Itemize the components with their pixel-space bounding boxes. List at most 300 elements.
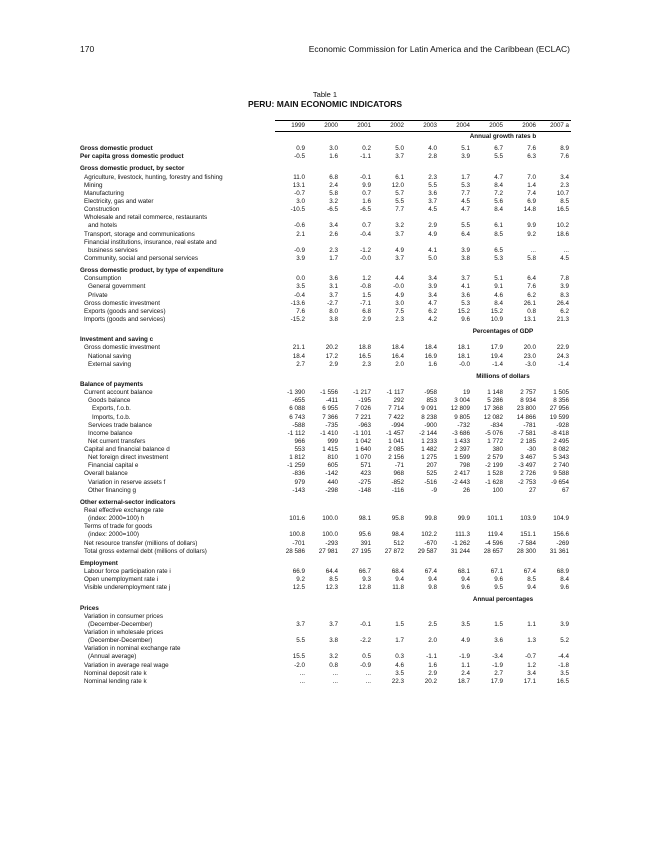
- table-cell: 1.6: [329, 153, 338, 161]
- table-row: [80, 653, 571, 661]
- row-label: Goods balance: [88, 397, 131, 405]
- table-row: [80, 584, 571, 592]
- table-cell: 9.4: [428, 576, 437, 584]
- table-cell: 6.5: [494, 246, 503, 254]
- row-label: Construction: [84, 206, 120, 214]
- row-label: Capital and financial balance d: [84, 446, 170, 454]
- table-cell: 1 772: [487, 437, 503, 445]
- table-cell: 3.4: [527, 669, 536, 677]
- table-cell: -7 581: [518, 429, 536, 437]
- table-cell: 7.4: [527, 189, 536, 197]
- table-cell: 8.5: [329, 576, 338, 584]
- table-cell: 3.8: [329, 637, 338, 645]
- table-cell: -2 199: [485, 462, 503, 470]
- table-cell: 4.6: [494, 291, 503, 299]
- table-cell: 5.0: [395, 145, 404, 153]
- table-cell: 3.2: [395, 222, 404, 230]
- table-cell: -1.9: [459, 653, 470, 661]
- table-cell: -1.9: [492, 661, 503, 669]
- table-cell: 3.8: [329, 315, 338, 323]
- table-cell: -1 101: [353, 429, 371, 437]
- table-cell: 3.0: [296, 197, 305, 205]
- year-header: 2007 a: [550, 122, 569, 129]
- table-cell: 3.5: [395, 669, 404, 677]
- row-label: Current account balance: [84, 389, 153, 397]
- row-label: Employment: [80, 559, 118, 567]
- table-cell: 2 397: [454, 446, 470, 454]
- table-cell: 95.6: [358, 531, 371, 539]
- table-cell: 67.4: [424, 568, 437, 576]
- table-cell: 1 041: [388, 437, 404, 445]
- table-cell: -1.4: [492, 360, 503, 368]
- table-cell: 7 422: [388, 413, 404, 421]
- table-cell: 553: [294, 446, 305, 454]
- table-cell: 1 599: [454, 454, 470, 462]
- table-cell: -0.0: [393, 283, 404, 291]
- table-row: [80, 239, 571, 247]
- unit-row: [80, 328, 571, 336]
- table-cell: 4.7: [428, 299, 437, 307]
- table-cell: ...: [563, 246, 569, 254]
- table-cell: 16.5: [556, 677, 569, 685]
- row-label: Mining: [84, 181, 103, 189]
- table-cell: -7.1: [360, 299, 371, 307]
- table-cell: -5 076: [485, 429, 503, 437]
- section-row: [80, 336, 571, 344]
- table-cell: 11.8: [392, 584, 404, 592]
- table-cell: -9: [431, 486, 437, 494]
- table-cell: 6.9: [527, 197, 536, 205]
- row-label: (December-December): [88, 620, 153, 628]
- section-row: [80, 153, 571, 161]
- table-cell: 4.7: [494, 173, 503, 181]
- table-row: [80, 613, 571, 621]
- row-label: Nominal deposit rate k: [84, 669, 147, 677]
- table-cell: -2.7: [327, 299, 338, 307]
- table-cell: 5.0: [428, 254, 437, 262]
- table-cell: 67.4: [523, 568, 536, 576]
- table-row: [80, 523, 571, 531]
- unit-label: Percentages of GDP: [472, 328, 534, 336]
- row-label: Overall balance: [84, 470, 128, 478]
- table-cell: 9.5: [494, 584, 503, 592]
- page-number: 170: [80, 44, 95, 54]
- table-cell: 31 244: [450, 547, 470, 555]
- table-cell: -293: [325, 539, 338, 547]
- table-cell: 3.1: [329, 283, 338, 291]
- table-cell: 5.1: [461, 145, 470, 153]
- table-cell: 3.2: [329, 653, 338, 661]
- table-cell: 99.8: [424, 515, 437, 523]
- table-cell: 3.7: [395, 254, 404, 262]
- table-row: [80, 344, 571, 352]
- table-cell: 68.9: [556, 568, 569, 576]
- table-cell: -9 654: [551, 478, 569, 486]
- table-cell: 12.0: [391, 181, 404, 189]
- table-cell: 156.6: [553, 531, 569, 539]
- table-cell: 24.3: [556, 352, 569, 360]
- table-row: [80, 576, 571, 584]
- row-label: Income balance: [88, 429, 133, 437]
- table-cell: 17.2: [325, 352, 338, 360]
- table-cell: 8 082: [553, 446, 569, 454]
- row-label: Variation in nominal exchange rate: [84, 645, 181, 653]
- table-cell: 9.4: [461, 576, 470, 584]
- table-cell: 10.2: [556, 222, 569, 230]
- table-cell: -71: [394, 462, 404, 470]
- table-row: [80, 568, 571, 576]
- table-cell: -1 390: [287, 389, 305, 397]
- year-header: 2002: [390, 122, 404, 129]
- table-cell: 3.6: [428, 189, 437, 197]
- row-label: Consumption: [84, 275, 122, 283]
- table-cell: 3.4: [428, 291, 437, 299]
- table-cell: 13.1: [292, 181, 305, 189]
- table-cell: -0.6: [294, 222, 305, 230]
- table-cell: 7.6: [527, 283, 536, 291]
- row-label: Net current transfers: [88, 437, 146, 445]
- table-cell: 7.5: [395, 307, 404, 315]
- table-row: [80, 397, 571, 405]
- table-cell: 9.2: [296, 576, 305, 584]
- table-cell: -15.2: [290, 315, 305, 323]
- table-cell: -781: [523, 421, 536, 429]
- table-cell: 2.3: [428, 173, 437, 181]
- table-cell: 3.7: [395, 153, 404, 161]
- table-cell: 8 934: [520, 397, 536, 405]
- table-cell: -994: [391, 421, 404, 429]
- table-cell: 102.2: [421, 531, 437, 539]
- row-label: Variation in wholesale prices: [84, 629, 164, 637]
- table-cell: 3.7: [461, 275, 470, 283]
- table-row: [80, 645, 571, 653]
- table-cell: 2 156: [388, 454, 404, 462]
- table-cell: 2 757: [520, 389, 536, 397]
- table-cell: 2 579: [487, 454, 503, 462]
- table-cell: 28 586: [285, 547, 305, 555]
- table-cell: 27 195: [351, 547, 371, 555]
- row-label: Visible underemployment rate j: [84, 584, 171, 592]
- table-cell: 4.5: [428, 206, 437, 214]
- table-cell: -1 262: [452, 539, 470, 547]
- table-cell: -836: [292, 470, 305, 478]
- unit-row: [80, 596, 571, 604]
- table-cell: 23 800: [516, 405, 536, 413]
- table-cell: 4.9: [461, 637, 470, 645]
- table-cell: 18.6: [556, 230, 569, 238]
- row-label: Net foreign direct investment: [88, 454, 169, 462]
- table-cell: 5 343: [553, 454, 569, 462]
- table-cell: 5.3: [461, 299, 470, 307]
- table-cell: 6.7: [494, 145, 503, 153]
- table-cell: 9.8: [428, 584, 437, 592]
- section-row: [80, 605, 571, 613]
- table-cell: 0.5: [362, 653, 371, 661]
- table-cell: 3 004: [454, 397, 470, 405]
- unit-label: Annual percentages: [472, 596, 534, 604]
- table-cell: 1.2: [527, 661, 536, 669]
- section-row: [80, 381, 571, 389]
- row-label: Nominal lending rate k: [84, 677, 147, 685]
- table-cell: 4.2: [428, 315, 437, 323]
- table-cell: 28 300: [516, 547, 536, 555]
- table-cell: 5.5: [428, 181, 437, 189]
- table-cell: ...: [299, 669, 305, 677]
- table-cell: 2.1: [296, 230, 305, 238]
- table-cell: 3.7: [329, 620, 338, 628]
- table-cell: 9 091: [421, 405, 437, 413]
- row-label: Services trade balance: [88, 421, 153, 429]
- table-row: [80, 275, 571, 283]
- table-cell: -701: [292, 539, 305, 547]
- table-cell: 4.4: [395, 275, 404, 283]
- table-cell: 7 366: [322, 413, 338, 421]
- table-cell: 9.6: [494, 576, 503, 584]
- table-cell: 207: [426, 462, 437, 470]
- row-label: Open unemployment rate i: [84, 576, 159, 584]
- table-cell: 10.9: [490, 315, 503, 323]
- table-cell: 5 286: [487, 397, 503, 405]
- table-cell: 1 812: [289, 454, 305, 462]
- table-row: [80, 470, 571, 478]
- table-cell: 3.6: [494, 637, 503, 645]
- table-cell: 9 805: [454, 413, 470, 421]
- table-cell: -3 497: [518, 462, 536, 470]
- unit-label: Millions of dollars: [476, 372, 530, 380]
- table-cell: 1.6: [428, 360, 437, 368]
- table-cell: -0.4: [360, 230, 371, 238]
- row-label: Electricity, gas and water: [84, 197, 154, 205]
- row-label: Agriculture, livestock, hunting, forestry and fishing: [84, 173, 223, 181]
- table-cell: 3.0: [395, 299, 404, 307]
- table-cell: 1.5: [395, 620, 404, 628]
- year-header: 2005: [489, 122, 503, 129]
- table-cell: 4.0: [428, 145, 437, 153]
- table-row: [80, 446, 571, 454]
- row-label: (index: 2000=100) h: [88, 515, 145, 523]
- table-cell: -3.4: [492, 653, 503, 661]
- table-cell: 3.4: [428, 275, 437, 283]
- row-label: Variation in consumer prices: [84, 612, 163, 620]
- table-cell: 21.1: [292, 344, 305, 352]
- table-cell: -0.4: [294, 291, 305, 299]
- table-cell: -2.0: [294, 661, 305, 669]
- table-cell: 12.3: [325, 584, 338, 592]
- table-cell: 4.9: [395, 291, 404, 299]
- table-cell: -6.5: [327, 206, 338, 214]
- unit-row: [80, 373, 571, 381]
- table-cell: ...: [365, 669, 371, 677]
- table-cell: 22.9: [556, 344, 569, 352]
- table-cell: -735: [325, 421, 338, 429]
- table-cell: 571: [360, 462, 371, 470]
- table-cell: -732: [457, 421, 470, 429]
- table-cell: 5.5: [461, 222, 470, 230]
- table-cell: 3.0: [329, 145, 338, 153]
- table-cell: 966: [294, 437, 305, 445]
- table-cell: 6.8: [362, 307, 371, 315]
- table-cell: 440: [327, 478, 338, 486]
- table-cell: -1.8: [558, 661, 569, 669]
- table-cell: 423: [360, 470, 371, 478]
- row-label: business services: [88, 246, 138, 254]
- row-label: Gross domestic product, by sector: [80, 165, 185, 173]
- table-cell: 20.0: [523, 344, 536, 352]
- table-cell: -0.1: [360, 173, 371, 181]
- table-cell: 6.4: [527, 275, 536, 283]
- table-cell: 7.6: [296, 307, 305, 315]
- table-cell: 3.5: [296, 283, 305, 291]
- table-cell: 98.4: [391, 531, 404, 539]
- table-cell: 7 221: [355, 413, 371, 421]
- table-row: [80, 454, 571, 462]
- table-cell: 3.6: [329, 275, 338, 283]
- table-cell: 8.9: [560, 145, 569, 153]
- table-cell: 3.7: [428, 197, 437, 205]
- table-row: [80, 206, 571, 214]
- table-cell: 151.1: [520, 531, 536, 539]
- table-row: [80, 637, 571, 645]
- table-cell: 5.8: [527, 254, 536, 262]
- table-cell: 1.7: [329, 254, 338, 262]
- row-label: (index: 2000=100): [88, 531, 139, 539]
- table-cell: -655: [292, 397, 305, 405]
- table-cell: 0.7: [362, 222, 371, 230]
- table-cell: 18.4: [424, 344, 437, 352]
- row-label: Gross domestic investment: [84, 344, 160, 352]
- table-cell: -900: [424, 421, 437, 429]
- table-cell: 7.6: [560, 153, 569, 161]
- table-cell: 28 657: [483, 547, 503, 555]
- table-cell: 4.5: [461, 197, 470, 205]
- table-row: [80, 292, 571, 300]
- table-row: [80, 670, 571, 678]
- table-cell: 67.1: [490, 568, 503, 576]
- table-cell: 2.4: [461, 669, 470, 677]
- table-cell: 15.5: [292, 653, 305, 661]
- table-cell: 16.4: [391, 352, 404, 360]
- table-cell: 380: [492, 446, 503, 454]
- table-cell: 13.1: [523, 315, 536, 323]
- table-cell: 5.6: [494, 197, 503, 205]
- table-cell: 1 415: [322, 446, 338, 454]
- table-cell: 0.7: [362, 189, 371, 197]
- table-cell: 12.5: [292, 584, 305, 592]
- table-cell: 3.9: [461, 153, 470, 161]
- table-cell: 100: [492, 486, 503, 494]
- table-cell: 810: [327, 454, 338, 462]
- table-row: [80, 231, 571, 239]
- row-label: Other financing g: [88, 486, 136, 494]
- table-cell: 20.2: [325, 344, 338, 352]
- table-cell: -588: [292, 421, 305, 429]
- table-row: [80, 300, 571, 308]
- year-header: 2000: [324, 122, 338, 129]
- table-cell: 14 866: [516, 413, 536, 421]
- table-cell: -1 628: [485, 478, 503, 486]
- publication-title: Economic Commission for Latin America and the Caribbean (ECLAC): [308, 44, 570, 54]
- table-cell: 2.6: [329, 230, 338, 238]
- table-cell: 3.9: [296, 254, 305, 262]
- table-cell: 2.4: [329, 181, 338, 189]
- table-cell: 5.7: [395, 189, 404, 197]
- row-label: Financial capital e: [88, 462, 139, 470]
- table-cell: 8.5: [494, 230, 503, 238]
- table-cell: 66.9: [292, 568, 305, 576]
- table-cell: -0.1: [360, 620, 371, 628]
- row-label: Exports, f.o.b.: [92, 405, 131, 413]
- table-cell: 292: [393, 397, 404, 405]
- table-cell: 19.4: [490, 352, 503, 360]
- table-cell: 1.6: [428, 661, 437, 669]
- table-cell: 2.3: [362, 360, 371, 368]
- table-row: [80, 308, 571, 316]
- table-cell: 8.0: [329, 307, 338, 315]
- table-cell: 3.9: [560, 620, 569, 628]
- table-cell: -13.6: [290, 299, 305, 307]
- table-cell: 512: [393, 539, 404, 547]
- table-cell: -1 259: [287, 462, 305, 470]
- table-cell: 12 082: [483, 413, 503, 421]
- row-label: Wholesale and retail commerce, restaurants: [84, 214, 208, 222]
- table-cell: -142: [325, 470, 338, 478]
- table-cell: 9.6: [461, 584, 470, 592]
- table-cell: 22.3: [391, 677, 404, 685]
- row-label: Imports (goods and services): [84, 315, 166, 323]
- table-cell: 103.9: [520, 515, 536, 523]
- table-cell: 3.7: [395, 230, 404, 238]
- year-header: 1999: [291, 122, 305, 129]
- table-cell: 19 599: [549, 413, 569, 421]
- table-cell: 14.8: [523, 206, 536, 214]
- table-cell: 4.1: [461, 283, 470, 291]
- table-row: [80, 255, 571, 263]
- table-cell: 1 233: [421, 437, 437, 445]
- table-cell: 1.5: [362, 291, 371, 299]
- table-row: [80, 438, 571, 446]
- table-row: [80, 361, 571, 369]
- table-cell: 2 185: [520, 437, 536, 445]
- table-cell: 12 809: [450, 405, 470, 413]
- table-cell: 67: [561, 486, 569, 494]
- section-row: [80, 165, 571, 173]
- table-cell: 5.3: [461, 181, 470, 189]
- table-cell: -1 556: [320, 389, 338, 397]
- table-cell: -2 753: [518, 478, 536, 486]
- table-cell: 3.5: [560, 669, 569, 677]
- unit-label: Annual growth rates b: [469, 133, 537, 140]
- table-cell: -1.2: [360, 246, 371, 254]
- table-row: [80, 621, 571, 629]
- table-cell: 2 495: [553, 437, 569, 445]
- table-cell: 2.5: [428, 620, 437, 628]
- table-cell: 9 588: [553, 470, 569, 478]
- table-cell: 7.7: [395, 206, 404, 214]
- year-header: 2004: [456, 122, 470, 129]
- table-cell: 2 726: [520, 470, 536, 478]
- table-row: [80, 405, 571, 413]
- year-header-row: [275, 120, 571, 132]
- table-cell: 6 088: [289, 405, 305, 413]
- table-cell: 0.0: [296, 275, 305, 283]
- table-cell: 2 740: [553, 462, 569, 470]
- row-label: Balance of payments: [80, 380, 143, 388]
- table-cell: 9.2: [527, 230, 536, 238]
- year-header: 2003: [423, 122, 437, 129]
- table-cell: 9.6: [560, 584, 569, 592]
- row-label: Net resource transfer (millions of dollars): [84, 539, 198, 547]
- table-cell: 1.2: [362, 275, 371, 283]
